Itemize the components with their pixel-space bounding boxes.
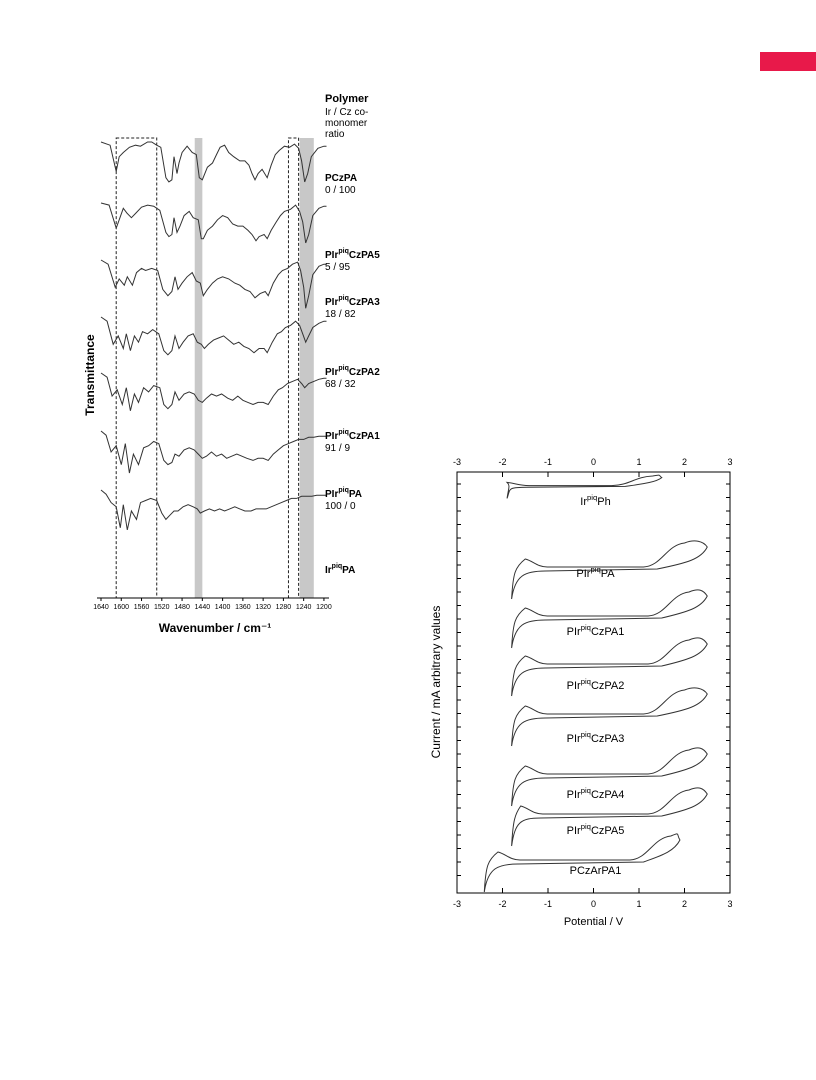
cv-series-0 xyxy=(507,475,662,498)
ftir-y-axis-label: Transmittance xyxy=(83,334,97,416)
ftir-series-ratio: 0 / 100 xyxy=(325,185,356,196)
cv-series-label-main: Ir xyxy=(580,496,587,508)
ftir-series-label-sup: piq xyxy=(338,429,349,436)
cv-series-label xyxy=(576,565,615,580)
cv-series-label-main: PIr xyxy=(566,789,581,801)
cv-series-2 xyxy=(512,590,708,648)
ftir-x-axis-label: Wavenumber / cm⁻¹ xyxy=(158,621,272,635)
ftir-header-title: Polymer xyxy=(325,93,369,105)
ftir-series-label-suffix: CzPA5 xyxy=(348,250,380,261)
ftir-x-tick-label: 1440 xyxy=(194,604,211,611)
cv-series-label xyxy=(567,623,625,638)
cv-x-axis-label: Potential / V xyxy=(563,916,624,928)
ftir-x-tick-label: 1640 xyxy=(93,604,109,611)
cv-series-label-suffix: PA xyxy=(600,568,615,580)
cv-x-tick-label-bottom: 1 xyxy=(636,899,642,909)
cv-series-label xyxy=(567,677,625,692)
cv-series-label-main: PCzArPA1 xyxy=(569,865,622,877)
cv-x-tick-label-bottom: -2 xyxy=(498,899,507,909)
cv-x-tick-label-top: 3 xyxy=(727,457,733,467)
ftir-series-label-main: PIr xyxy=(325,250,339,261)
cv-x-tick-label-bottom: 0 xyxy=(590,899,597,909)
cv-series-label-suffix: Ph xyxy=(597,496,611,508)
ftir-series-label-main: PIr xyxy=(325,297,339,308)
ftir-header-line: monomer xyxy=(325,118,368,129)
cv-series-label-suffix: CzPA1 xyxy=(590,626,625,638)
cv-series-label-sup: piq xyxy=(590,565,601,574)
ftir-series-ratio: 18 / 82 xyxy=(325,309,356,320)
ftir-series-ratio: 5 / 95 xyxy=(325,262,351,273)
ftir-series-label-sup: piq xyxy=(338,365,349,372)
ftir-header-line: Ir / Cz co- xyxy=(325,107,369,118)
ftir-x-tick-label: 1200 xyxy=(316,604,332,611)
cv-series-label-sup: piq xyxy=(580,677,591,686)
ftir-series-label-suffix: CzPA2 xyxy=(348,367,380,378)
ftir-series-ratio: 100 / 0 xyxy=(325,501,356,512)
ftir-series-label-main: PIr xyxy=(325,431,339,442)
cv-series-label-main: PIr xyxy=(566,626,581,638)
cv-x-tick-label-top: 0 xyxy=(590,457,597,467)
cv-series-label xyxy=(567,822,625,837)
ftir-x-tick-label: 1240 xyxy=(295,604,312,611)
ftir-x-tick-label: 1360 xyxy=(235,604,251,611)
cv-x-tick-label-top: -3 xyxy=(452,457,462,467)
ftir-series-label-suffix: CzPA1 xyxy=(348,431,380,442)
ftir-series-label-sup: piq xyxy=(331,563,343,570)
cv-series-label-suffix: CzPA2 xyxy=(590,680,625,692)
ftir-series-label-sup: piq xyxy=(338,295,349,302)
cv-x-tick-label-top: 2 xyxy=(681,457,688,467)
cv-series-label-suffix: CzPA5 xyxy=(590,825,625,837)
ftir-series-label-main: PIr xyxy=(325,489,339,500)
ftir-series-ratio: 91 / 9 xyxy=(325,443,351,454)
cv-series-7 xyxy=(484,834,680,892)
ftir-series-label-main: PCzPA xyxy=(325,173,358,184)
cv-series-label-suffix: CzPA4 xyxy=(590,789,625,801)
cv-series-label-sup: piq xyxy=(580,623,591,632)
ftir-x-tick-label: 1480 xyxy=(174,604,190,611)
ftir-series-label-sup: piq xyxy=(338,487,349,494)
cv-series-label xyxy=(567,786,625,801)
cv-y-axis-label: Current / mA arbitrary values xyxy=(429,605,443,759)
cv-series-label-main: PIr xyxy=(566,825,581,837)
cv-series-label-sup: piq xyxy=(580,786,591,795)
ftir-header-line: ratio xyxy=(325,129,345,140)
ftir-x-tick-label: 1520 xyxy=(154,604,170,611)
cv-x-tick-label-bottom: 2 xyxy=(681,899,688,909)
ftir-x-tick-label: 1280 xyxy=(275,604,292,611)
cv-x-tick-label-top: -1 xyxy=(543,457,553,467)
ftir-series-label-suffix: PA xyxy=(342,565,356,576)
cv-series-label-main: PIr xyxy=(576,568,591,580)
ftir-series-label-main: PIr xyxy=(325,367,339,378)
ftir-x-tick-label: 1600 xyxy=(113,604,130,611)
ftir-series-label-sup: piq xyxy=(338,248,349,255)
ftir-series-label-suffix: CzPA3 xyxy=(348,297,380,308)
cv-x-tick-label-bottom: -3 xyxy=(452,899,462,909)
cv-series-label-sup: piq xyxy=(580,730,591,739)
cv-series-label-suffix: CzPA3 xyxy=(590,733,625,745)
cv-series-label-main: PIr xyxy=(566,680,581,692)
cv-series-label xyxy=(580,493,610,508)
cv-x-tick-label-top: -2 xyxy=(498,457,507,467)
ftir-x-tick-label: 1560 xyxy=(133,604,150,611)
ftir-series-label-suffix: PA xyxy=(348,489,362,500)
cv-x-tick-label-bottom: -1 xyxy=(543,899,553,909)
cv-x-tick-label-bottom: 3 xyxy=(727,899,733,909)
cv-series-label-sup: piq xyxy=(587,493,598,502)
cv-series-label-main: PIr xyxy=(566,733,581,745)
ftir-series-ratio: 68 / 32 xyxy=(325,379,356,390)
ftir-x-tick-label: 1320 xyxy=(255,604,271,611)
cv-series-label-sup: piq xyxy=(580,822,591,831)
cv-series-label xyxy=(570,865,622,877)
cv-x-tick-label-top: 1 xyxy=(636,457,642,467)
ftir-series-label-main: Ir xyxy=(325,565,332,576)
cv-series-label xyxy=(567,730,625,745)
ftir-x-tick-label: 1400 xyxy=(214,604,231,611)
